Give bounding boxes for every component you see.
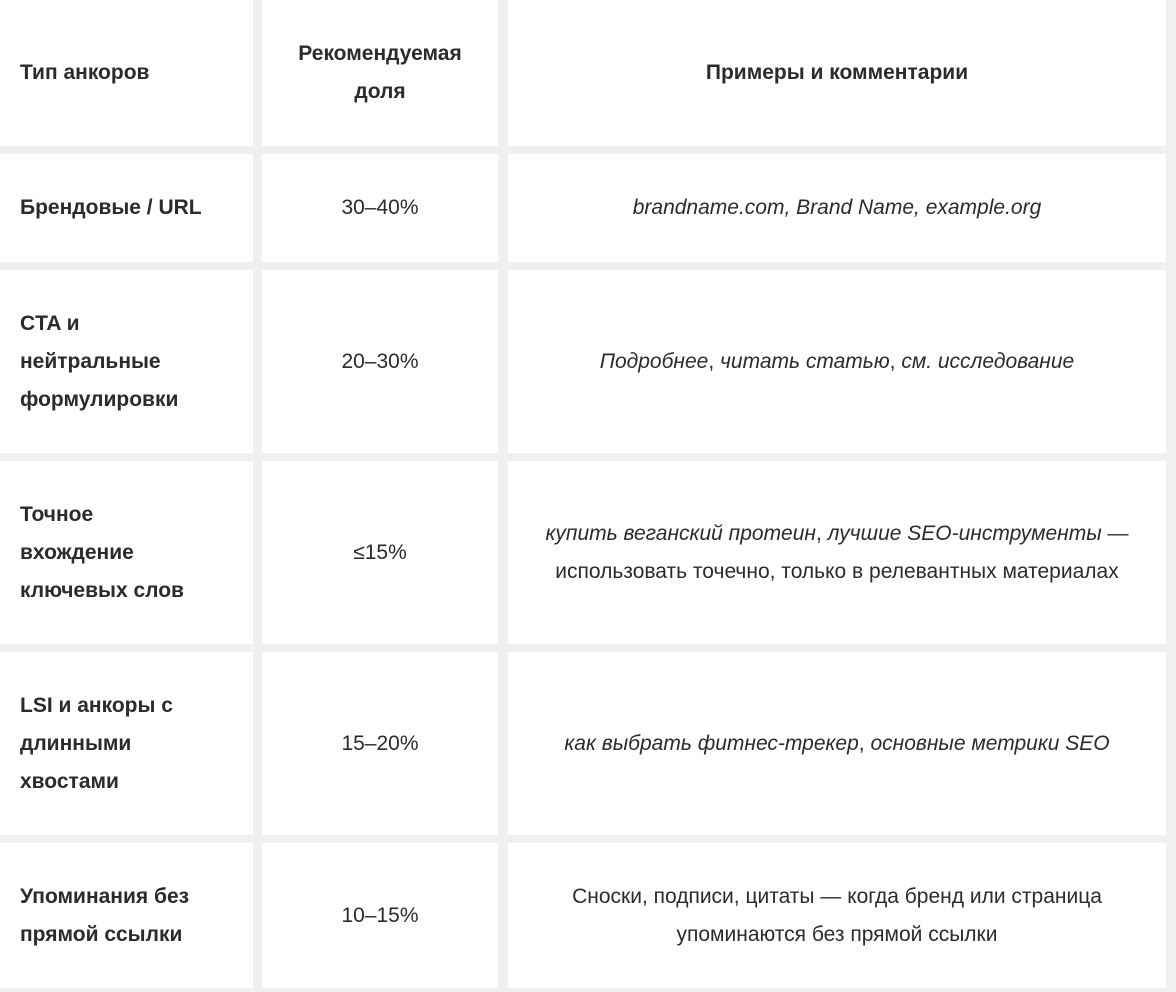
header-recommended-share-label: Рекомендуемая доля (298, 42, 462, 103)
row-share (262, 461, 498, 644)
example-fragment: читать статью (720, 349, 890, 373)
row-anchor-type-label: Упоминания без прямой ссылки (20, 884, 190, 946)
row-anchor-type (0, 843, 253, 988)
example-fragment: см. исследование (901, 349, 1075, 373)
row-examples (508, 843, 1166, 988)
row-anchor-type (0, 461, 253, 644)
row-share (262, 652, 498, 835)
header-recommended-share (262, 0, 498, 146)
row-examples-text (532, 515, 1142, 591)
row-share-value: 20–30% (341, 349, 419, 373)
row-share-value: 30–40% (341, 196, 419, 219)
row-examples (508, 154, 1166, 262)
example-comment: — использовать точечно, только в релевантных материалах (555, 521, 1129, 583)
row-anchor-type (0, 270, 253, 453)
header-anchor-type (0, 0, 253, 146)
row-examples (508, 270, 1166, 453)
example-separator: , (708, 349, 721, 373)
example-separator: , (815, 521, 828, 545)
row-examples (508, 461, 1166, 644)
example-fragment: Подробнее (599, 349, 709, 373)
row-anchor-type-label: Брендовые / URL (20, 196, 202, 219)
header-anchor-type-label: Тип анкоров (20, 61, 150, 84)
row-anchor-type (0, 652, 253, 835)
row-share (262, 270, 498, 453)
row-share (262, 843, 498, 988)
row-examples-text (564, 725, 1109, 763)
example-fragment: купить веганский протеин (545, 521, 816, 545)
row-examples-italic: brandname.com, Brand Name, example.org (632, 196, 1042, 219)
example-fragment: лучшие SEO-инструменты (827, 521, 1102, 545)
row-examples-text (600, 343, 1074, 381)
row-anchor-type-label: CTA и нейтральные формулировки (20, 311, 179, 411)
row-share-value: 15–20% (341, 731, 419, 755)
row-examples (508, 652, 1166, 835)
example-fragment: как выбрать фитнес-трекер (564, 731, 859, 755)
row-share (262, 154, 498, 262)
row-examples-text: Сноски, подписи, цитаты — когда бренд или страница упоминаются без прямой ссылки (572, 884, 1102, 946)
example-separator: , (858, 731, 871, 755)
header-examples (508, 0, 1166, 146)
example-fragment: основные метрики SEO (870, 731, 1110, 755)
row-anchor-type-label: Точное вхождение ключевых слов (20, 502, 184, 602)
row-anchor-type-label: LSI и анкоры с длинными хвостами (20, 693, 173, 793)
header-examples-label: Примеры и комментарии (705, 61, 969, 84)
row-share-value: 10–15% (341, 903, 419, 927)
row-anchor-type (0, 154, 253, 262)
row-share-value: ≤15% (353, 540, 407, 564)
example-separator: , (889, 349, 902, 373)
